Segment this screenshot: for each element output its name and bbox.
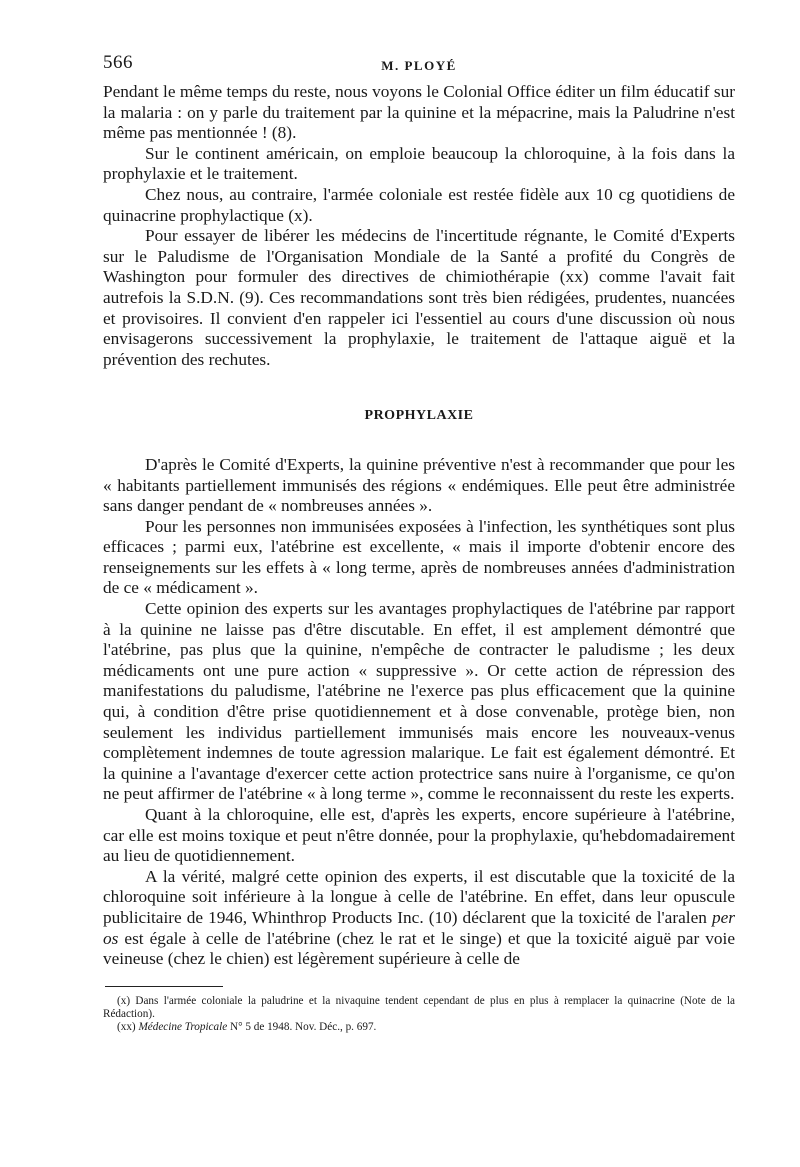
paragraph: Pour essayer de libérer les médecins de l'incertitude régnante, le Comité d'Experts sur le Paludisme de l'Organisation Mondiale de la Santé a profité du Congrès de Washington pour formuler des directives de chimiothérapie (xx) comme l'avait fait autrefois la S.D.N. (9). Ces recommandations sont très bien rédigées, prudentes, nuancées et provisoires. Il convient d'en rappeler ici l'essentiel au cours d'une discussion où nous envisagerons successivement la prophylaxie, le traitement de l'attaque aiguë et la prévention des rechutes. [103,226,735,369]
paragraph-text: est égale à celle de l'atébrine (chez le rat et le singe) et que la toxicité aiguë par voie veineuse (chez le chien) est légèrement supérieure à celle de [103,928,735,969]
paragraph: Cette opinion des experts sur les avantages prophylactiques de l'atébrine par rapport à la quinine ne laisse pas d'être discutable. En effet, il est amplement démontré que l'atébrine, pas plus que la quinine, n'empêche de contracter le paludisme ; les deux médicaments ont une pure action « suppressive ». Or cette action de répression des manifestations du paludisme, l'atébrine ne l'exerce pas plus efficacement que la quinine qui, à condition d'être prise quotidiennement et à dose convenable, protège bien, non seulement les individus partiellement immunisés mais encore les nouveaux-venus complètement indemnes de toute agression malarique. Le fait est également démontré. Et la quinine a l'avantage d'exercer cette action protectrice sans nuire à l'organisme, ce qu'on ne peut affirmer de l'atébrine « à long terme », comme le reconnaissent du reste les experts. [103,599,735,804]
paragraph: Chez nous, au contraire, l'armée coloniale est restée fidèle aux 10 cg quotidiens de quinacrine prophylactique (x). [103,184,735,225]
footnote-text: (xx) [117,1020,139,1033]
paragraph: Pendant le même temps du reste, nous voyons le Colonial Office éditer un film éducatif sur la malaria : on y parle du traitement par la quinine et la mépacrine, mais la Paludrine n'est même pas mentionnée ! (8). [103,82,735,143]
footnotes [103,995,735,1034]
footnote [103,1021,735,1034]
section-heading: PROPHYLAXIE [364,408,474,424]
body-text [103,82,735,970]
footnote: (x) Dans l'armée coloniale la paludrine et la nivaquine tendent cependant de plus en plus à remplacer la quinacrine (Note de la Rédaction). [103,994,735,1020]
book-page [103,52,735,1034]
footnote-text: N° 5 de 1948. Nov. Déc., p. 697. [227,1020,377,1033]
paragraph-text: A la vérité, malgré cette opinion des experts, il est discutable que la toxicité de la chloroquine soit inférieure à la longue à celle de l'atébrine. En effet, dans leur opuscule publicitaire de 1946, Whinthrop Products Inc. (10) déclarent que la toxicité de l'aralen [103,866,735,927]
journal-title: Médecine Tropicale [138,1020,228,1033]
latin-phrase: per os [103,907,735,948]
running-author: M. PLOYÉ [381,58,457,73]
page-number: 566 [103,52,133,73]
paragraph [103,867,735,970]
paragraph: Quant à la chloroquine, elle est, d'après les experts, encore supérieure à l'atébrine, car elle est moins toxique et peut n'être donnée, pour la prophylaxie, qu'hebdomadairement au lieu de quotidiennement. [103,805,735,866]
paragraph: Sur le continent américain, on emploie beaucoup la chloroquine, à la fois dans la prophylaxie et le traitement. [103,143,735,184]
paragraph: Pour les personnes non immunisées exposées à l'infection, les synthétiques sont plus efficaces ; parmi eux, l'atébrine est excellente, « mais il importe d'obtenir encore des renseignements sur les effets à « long terme, après de nombreuses années d'administration de ce « médicament ». [103,516,735,598]
footnote-separator [105,986,223,987]
running-header [103,52,735,82]
paragraph: D'après le Comité d'Experts, la quinine préventive n'est à recommander que pour les « habitants partiellement immunisés des régions « endémiques. Elle peut être administrée sans danger pendant de « nombreuses années ». [103,454,735,516]
